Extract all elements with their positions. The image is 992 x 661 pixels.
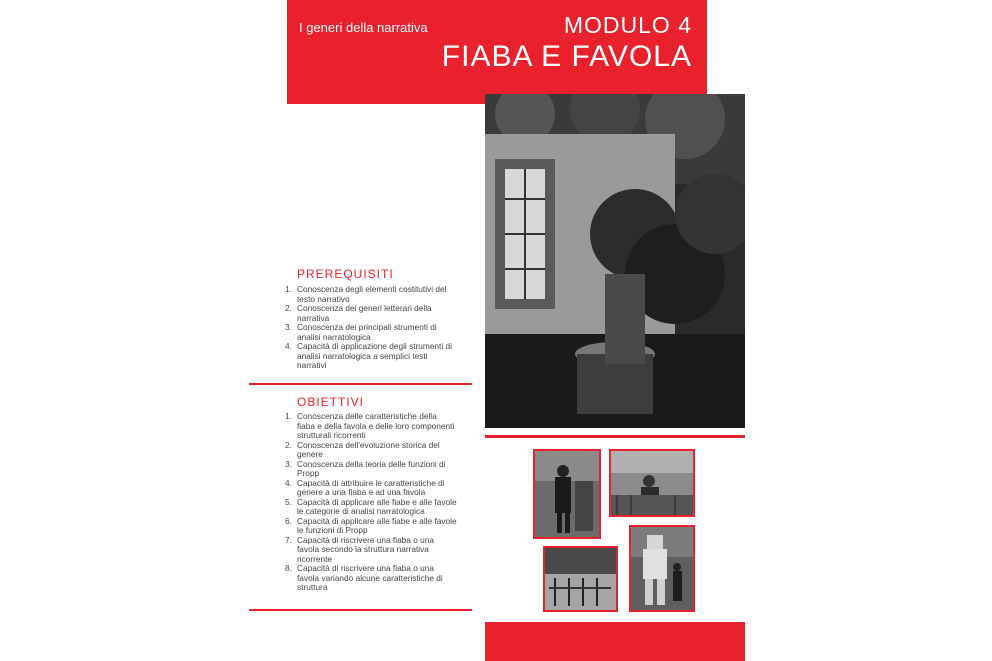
obiettivi-list <box>285 412 457 593</box>
main-photo-image <box>485 94 745 428</box>
list-item: 8. Capacità di riscrivere una fiaba o una favola variando alcune caratteristiche di struttura <box>285 563 443 592</box>
module-title: FIABA E FAVOLA <box>441 40 692 73</box>
thumbnail-image <box>535 451 599 537</box>
thumbnail-image <box>631 527 693 610</box>
series-label: I generi della narrativa <box>299 20 428 35</box>
divider-photo <box>485 435 745 438</box>
thumbnail-photo-man <box>533 449 601 539</box>
thumbnail-image <box>545 548 616 610</box>
list-item: 5. Capacità di applicare alle fiabe e alle favole le categorie di analisi narratologica <box>285 496 457 516</box>
module-header <box>287 0 707 104</box>
list-item: 3. Conoscenza dei principali strumenti di analisi narratologica <box>285 322 437 342</box>
list-item: 2. Conoscenza dell'evoluzione storica del genere <box>285 439 440 459</box>
thumbnail-photo-robot <box>629 525 695 612</box>
prerequisiti-list <box>285 285 457 371</box>
obiettivi-title: OBIETTIVI <box>297 395 365 409</box>
list-item: 4. Capacità di applicazione degli strumenti di analisi narratologica a semplici testi narrativi <box>285 341 452 370</box>
module-number: MODULO 4 <box>563 12 692 38</box>
list-item: 6. Capacità di applicare alle fiabe e alle favole le funzioni di Propp <box>285 515 457 535</box>
divider-top <box>249 383 472 385</box>
list-item: 2. Conoscenza dei generi letterari della narrativa <box>285 303 432 323</box>
list-item: 1. Conoscenza delle caratteristiche della fiaba e della favola e delle loro componenti strutturali ricorrenti <box>285 411 455 440</box>
thumbnail-photo-chairs <box>543 546 618 612</box>
list-item: 1. Conoscenza degli elementi costitutivi del testo narrativo <box>285 284 447 304</box>
main-photo <box>485 94 745 428</box>
thumbnail-photo-workshop <box>609 449 695 517</box>
bottom-accent-bar <box>485 622 745 661</box>
divider-bottom <box>249 609 472 611</box>
list-item: 4. Capacità di attribuire le caratteristiche di genere a una fiaba e ad una favola <box>285 477 445 497</box>
list-item: 3. Conoscenza della teoria delle funzioni di Propp <box>285 458 446 478</box>
list-item: 7. Capacità di riscrivere una fiaba o una favola secondo la struttura narrativa ricorrente <box>285 534 434 564</box>
prerequisiti-title: PREREQUISITI <box>297 267 394 281</box>
thumbnail-image <box>611 451 693 515</box>
